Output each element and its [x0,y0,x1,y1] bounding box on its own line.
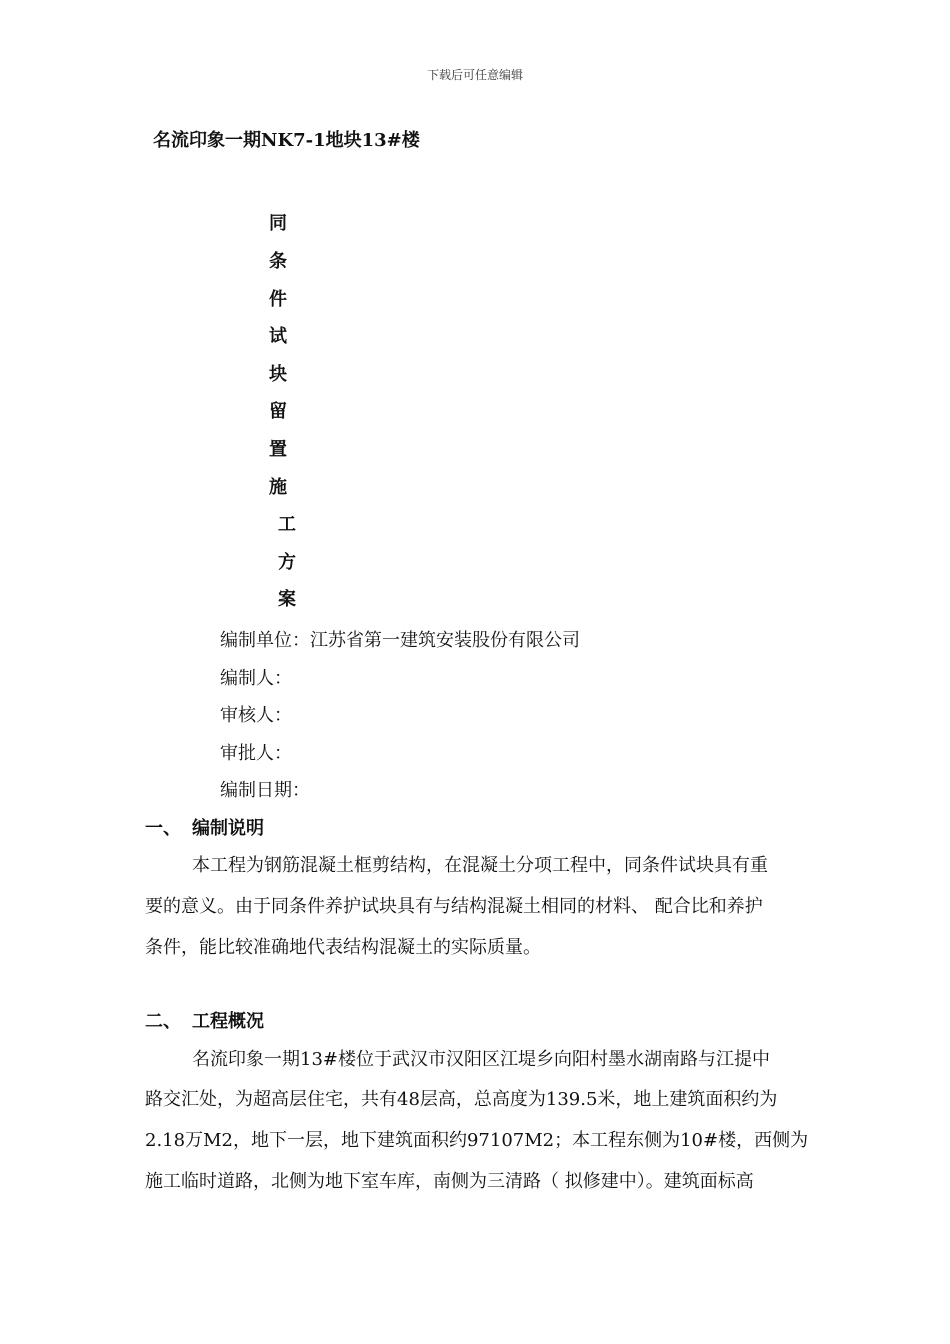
section-1-number: 一、 [145,818,181,839]
doc-title-char-3: 件 [269,289,287,310]
meta-author: 编制人： [220,668,292,689]
section-2-line-2: 路交汇处，为超高层住宅，共有48层高，总高度为139.5米，地上建筑面积约为 [145,1089,778,1110]
project-title: 名流印象一期NK7-1地块13#楼 [153,130,420,151]
doc-title-char-8: 施 [269,477,287,498]
meta-reviewer: 审核人： [220,705,292,726]
meta-unit: 编制单位：江苏省第一建筑安装股份有限公司 [220,630,580,651]
section-2-line-4: 施工临时道路，北侧为地下室车库，南侧为三清路（ 拟修建中）。建筑面标高 [145,1171,754,1192]
section-2-heading [145,1007,264,1033]
section-2-line-1: 名流印象一期13#楼位于武汉市汉阳区江堤乡向阳村墨水湖南路与江提中 [192,1049,770,1070]
doc-title-char-6: 留 [269,401,287,422]
section-2-line-3: 2.18万M2，地下一层，地下建筑面积约97107M2；本工程东侧为10#楼，西侧为 [145,1130,809,1151]
section-1-line-1: 本工程为钢筋混凝土框剪结构，在混凝土分项工程中，同条件试块具有重 [192,855,768,876]
doc-title-char-10: 方 [278,552,296,573]
section-1-title: 编制说明 [192,818,264,839]
doc-title-char-5: 块 [269,364,287,385]
section-1-line-2: 要的意义。由于同条件养护试块具有与结构混凝土相同的材料、 配合比和养护 [145,896,763,917]
section-2-title: 工程概况 [192,1011,264,1032]
doc-title-char-9: 工 [278,514,296,535]
doc-title-char-2: 条 [269,251,287,272]
section-1-line-3: 条件，能比较准确地代表结构混凝土的实际质量。 [145,937,541,958]
doc-title-char-7: 置 [269,439,287,460]
meta-approver: 审批人： [220,743,292,764]
section-2-number: 二、 [145,1011,181,1032]
page-header-note: 下载后可任意编辑 [426,68,523,82]
doc-title-char-11: 案 [278,589,296,610]
section-1-heading [145,814,264,840]
meta-date: 编制日期： [220,780,310,801]
doc-title-char-1: 同 [269,213,287,234]
doc-title-char-4: 试 [269,326,287,347]
